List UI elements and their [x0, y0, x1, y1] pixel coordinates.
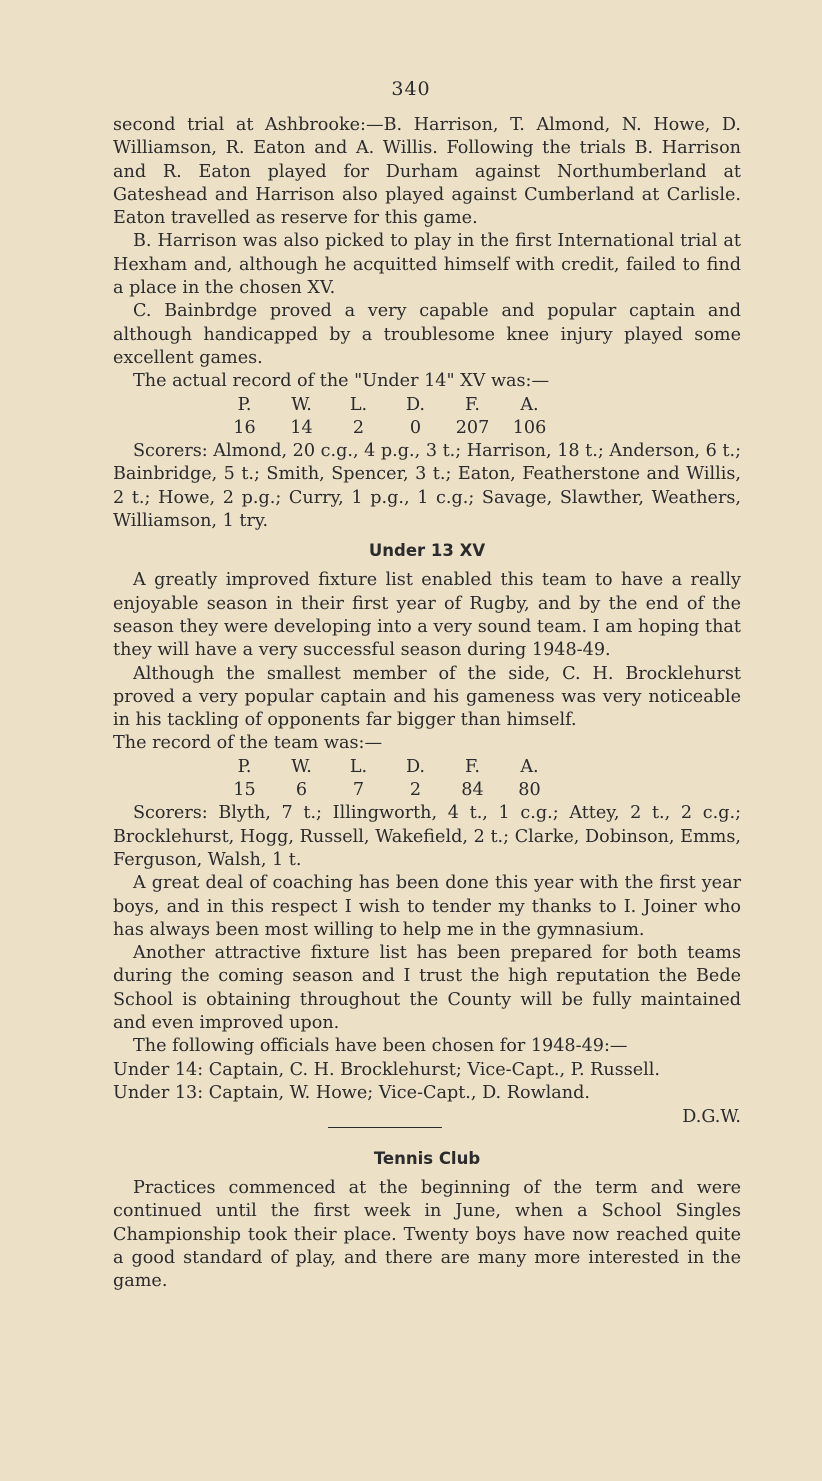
- record-header-cell: P.: [237, 394, 252, 415]
- paragraph: The following officials have been chosen for 1948-49:—: [133, 1036, 628, 1057]
- record-value-cell: 6: [295, 780, 308, 801]
- record-header-cell: A.: [520, 394, 539, 415]
- paragraph: Although the smallest member of the side, C. H. Brocklehurst proved a very popular captain and his gameness was very noticeable in his tackling of opponents far bigger than himself.: [113, 663, 741, 731]
- record-header-cell: F.: [464, 756, 481, 777]
- paragraph: B. Harrison was also picked to play in the first International trial at Hexham and, although he acquitted himself with credit, failed to find a place in the chosen XV.: [113, 231, 741, 299]
- record-value-cell: 207: [455, 417, 490, 438]
- record-value-cell: 16: [233, 417, 256, 438]
- record-value-cell: 106: [512, 417, 547, 438]
- paragraph: second trial at Ashbrooke:—B. Harrison, T. Almond, N. Howe, D. Williamson, R. Eaton and A. Willis. Following the trials B. Harrison and R. Eaton played for Durham against Northumberland at Gateshead and Harrison also played against Cumberland at Carlisle. Eaton travelled as reserve for this game.: [113, 115, 741, 229]
- under14-record-table: [216, 394, 558, 441]
- paragraph: A greatly improved fixture list enabled this team to have a really enjoyable season in their first year of Rugby, and by the end of the season they were developing into a very sound team. I am hoping that they will have a very successful season during 1948-49.: [113, 570, 741, 661]
- record-value-cell: 14: [290, 417, 313, 438]
- record-intro: The actual record of the "Under 14" XV was:—: [133, 371, 550, 392]
- signature-row: [113, 1105, 741, 1133]
- record-value-row: [216, 417, 558, 440]
- section-heading-tennis: Tennis Club: [373, 1149, 481, 1169]
- page-number: 340: [391, 78, 431, 100]
- paragraph: Practices commenced at the beginning of the term and were continued until the first week in June, when a School Singles Championship took their place. Twenty boys have now reached quite a good standard of play, and there are many more interested in the game.: [113, 1178, 741, 1292]
- record-header-cell: W.: [291, 756, 312, 777]
- record-value-cell: 7: [352, 780, 365, 801]
- author-initials: D.G.W.: [682, 1107, 741, 1128]
- section-heading-under13: Under 13 XV: [368, 541, 486, 561]
- record-header-cell: F.: [464, 394, 481, 415]
- record-value-cell: 2: [352, 417, 365, 438]
- divider-rule: [328, 1127, 442, 1128]
- paragraph: A great deal of coaching has been done this year with the first year boys, and in this respect I wish to tender my thanks to I. Joiner who has always been most willing to help me in the gymnasium.: [113, 873, 741, 940]
- record-header-cell: D.: [405, 756, 426, 777]
- paragraph: Scorers: Almond, 20 c.g., 4 p.g., 3 t.; Harrison, 18 t.; Anderson, 6 t.; Bainbridge, 5 t.; Smith, Spencer, 3 t.; Eaton, Featherstone and Willis, 2 t.; Howe, 2 p.g.; Curry, 1 p.g., 1 c.g.; Savage, Slawther, Weathers, Williamson, 1 try.: [113, 441, 741, 532]
- record-intro: The record of the team was:—: [113, 733, 383, 754]
- record-header-row: [216, 756, 558, 779]
- record-header-cell: W.: [291, 394, 312, 415]
- record-header-cell: L.: [349, 756, 368, 777]
- record-value-cell: 84: [461, 780, 484, 801]
- paragraph: Another attractive fixture list has been prepared for both teams during the coming season and I trust the high reputation the Bede School is obtaining throughout the County will be fully maintained and even improved upon.: [113, 943, 741, 1033]
- record-value-cell: 2: [409, 780, 422, 801]
- record-header-cell: L.: [349, 394, 368, 415]
- page-body: [113, 114, 741, 1294]
- under13-record-table: [216, 756, 558, 803]
- record-header-row: [216, 394, 558, 417]
- officials-line: Under 14: Captain, C. H. Brocklehurst; Vice-Capt., P. Russell.: [113, 1059, 661, 1080]
- record-value-row: [216, 779, 558, 802]
- record-header-cell: A.: [520, 756, 539, 777]
- record-header-cell: D.: [405, 394, 426, 415]
- paragraph: Scorers: Blyth, 7 t.; Illingworth, 4 t., 1 c.g.; Attey, 2 t., 2 c.g.; Brocklehurst, Hogg, Russell, Wakefield, 2 t.; Clarke, Dobinson, Emms, Ferguson, Walsh, 1 t.: [113, 803, 741, 870]
- record-value-cell: 0: [409, 417, 422, 438]
- paragraph: C. Bainbrdge proved a very capable and popular captain and although handicapped by a troublesome knee injury played some excellent games.: [113, 301, 741, 368]
- record-value-cell: 15: [233, 780, 256, 801]
- record-header-cell: P.: [237, 756, 252, 777]
- record-value-cell: 80: [518, 780, 541, 801]
- officials-line: Under 13: Captain, W. Howe; Vice-Capt., D. Rowland.: [113, 1082, 590, 1103]
